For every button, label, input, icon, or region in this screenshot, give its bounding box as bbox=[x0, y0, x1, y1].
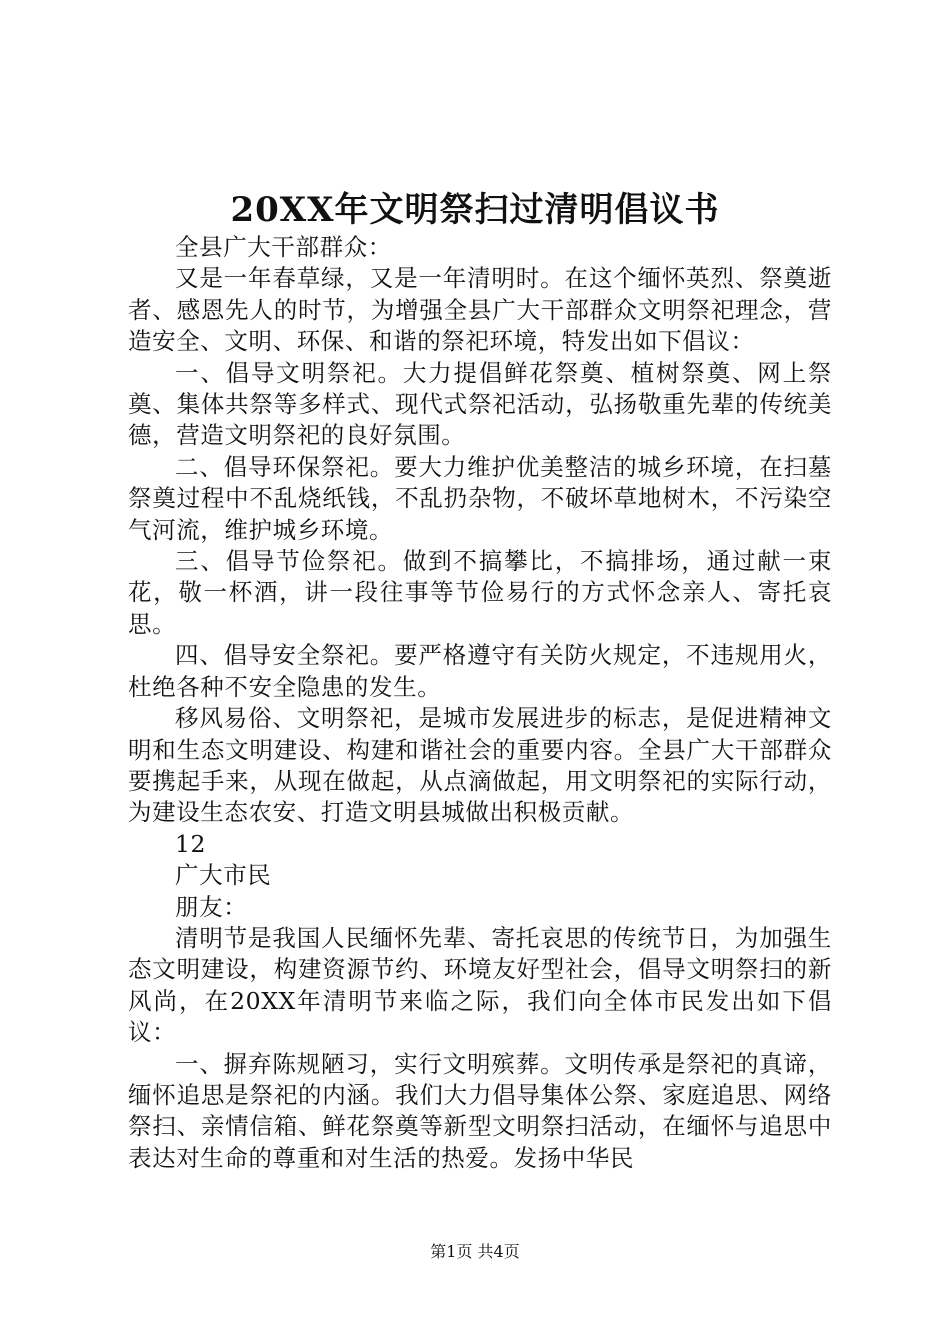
intro-paragraph: 又是一年春草绿，又是一年清明时。在这个缅怀英烈、祭奠逝者、感恩先人的时节，为增强全县广大干部群众文明祭祀理念，营造安全、文明、环保、和谐的祭祀环境，特发出如下倡议： bbox=[128, 264, 832, 356]
salutation: 全县广大干部群众： bbox=[175, 233, 392, 261]
document-title: 20XX年文明祭扫过清明倡议书 bbox=[230, 190, 720, 230]
proposal-1-paragraph: 一、倡导文明祭祀。大力提倡鲜花祭奠、植树祭奠、网上祭奠、集体共祭等多样式、现代式祭祀活动，弘扬敬重先辈的传统美德，营造文明祭祀的良好氛围。 bbox=[128, 358, 832, 450]
second-proposal-1-paragraph: 一、摒弃陈规陋习，实行文明殡葬。文明传承是祭祀的真谛，缅怀追思是祭祀的内涵。我们大力倡导集体公祭、家庭追思、网络祭扫、亲情信箱、鲜花祭奠等新型文明祭扫活动，在缅怀与追思中表达对生命的尊重和对生活的热爱。发扬中华民 bbox=[128, 1049, 832, 1172]
second-intro-paragraph: 清明节是我国人民缅怀先辈、寄托哀思的传统节日，为加强生态文明建设，构建资源节约、环境友好型社会，倡导文明祭扫的新风尚，在20XX年清明节来临之际，我们向全体市民发出如下倡议： bbox=[128, 923, 832, 1047]
proposal-3-paragraph: 三、倡导节俭祭祀。做到不搞攀比，不搞排场，通过献一束花，敬一杯酒，讲一段往事等节俭易行的方式怀念亲人、寄托哀思。 bbox=[128, 547, 832, 638]
page-number-footer: 第1页 共4页 bbox=[430, 1242, 520, 1261]
document-body bbox=[128, 232, 832, 1174]
section-number: 12 bbox=[175, 829, 207, 858]
second-salutation-line-2: 朋友： bbox=[175, 892, 248, 921]
closing-paragraph: 移风易俗、文明祭祀，是城市发展进步的标志，是促进精神文明和生态文明建设、构建和谐社会的重要内容。全县广大干部群众要携起手来，从现在做起，从点滴做起，用文明祭祀的实际行动，为建设生态农安、打造文明县城做出积极贡献。 bbox=[128, 704, 832, 827]
second-salutation-line-1: 广大市民 bbox=[175, 861, 272, 890]
proposal-4-paragraph: 四、倡导安全祭祀。要严格遵守有关防火规定，不违规用火，杜绝各种不安全隐患的发生。 bbox=[128, 641, 832, 701]
proposal-2-paragraph: 二、倡导环保祭祀。要大力维护优美整洁的城乡环境，在扫墓祭奠过程中不乱烧纸钱，不乱扔杂物，不破坏草地树木，不污染空气河流，维护城乡环境。 bbox=[128, 452, 832, 544]
